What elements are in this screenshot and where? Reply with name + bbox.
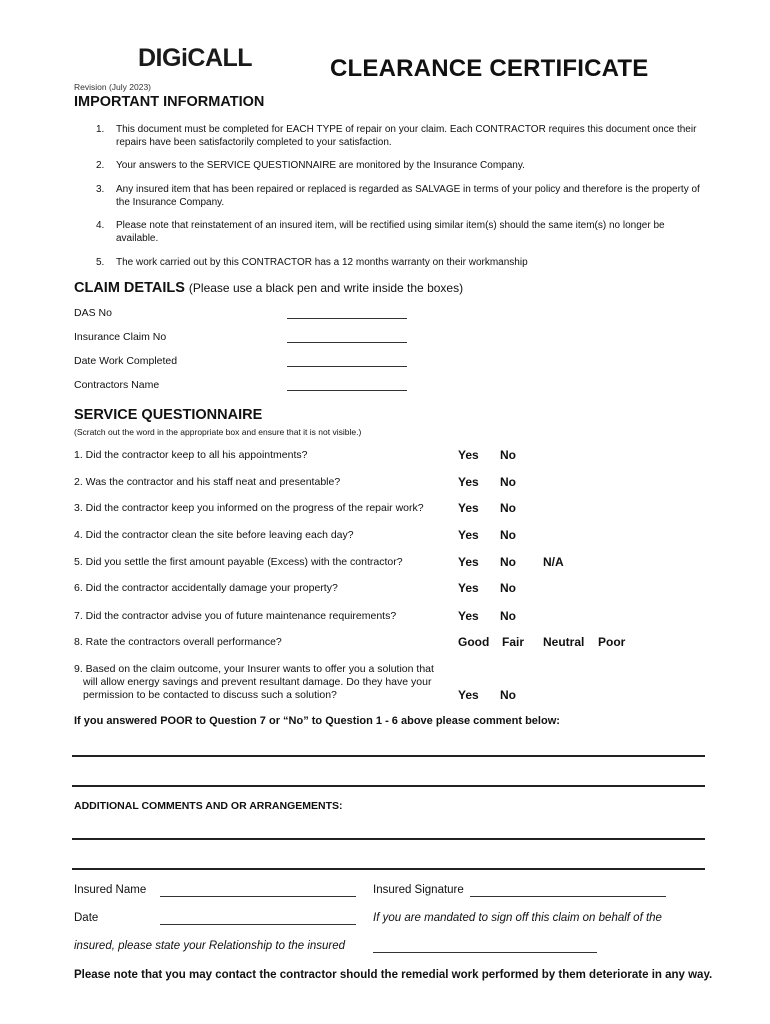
info-item-number: 3. <box>96 184 105 195</box>
info-item-number: 1. <box>96 124 105 135</box>
relationship-field[interactable] <box>373 952 597 953</box>
insurance-claim-no-label: Insurance Claim No <box>74 331 167 343</box>
comment-instruction: If you answered POOR to Question 7 or “No” to Question 1 - 6 above please comment below: <box>74 715 560 727</box>
additional-comment-line[interactable] <box>72 838 705 840</box>
question-9-line: permission to be contacted to discuss such a solution? <box>83 689 337 701</box>
service-questionnaire-heading: SERVICE QUESTIONNAIRE <box>74 407 263 423</box>
das-no-field[interactable] <box>287 318 407 319</box>
insurance-claim-no-field[interactable] <box>287 342 407 343</box>
question-9-line: 9. Based on the claim outcome, your Insurer wants to offer you a solution that <box>74 663 434 675</box>
info-item-number: 4. <box>96 220 105 231</box>
service-questionnaire-note: (Scratch out the word in the appropriate box and ensure that it is not visible.) <box>74 427 362 437</box>
date-work-completed-label: Date Work Completed <box>74 355 178 367</box>
q5-yes-option[interactable]: Yes <box>458 555 479 569</box>
additional-comments-heading: ADDITIONAL COMMENTS AND OR ARRANGEMENTS: <box>74 800 343 812</box>
info-item-text: Your answers to the SERVICE QUESTIONNAIRE are monitored by the Insurance Company. <box>116 160 525 171</box>
question-8: 8. Rate the contractors overall performance? <box>74 636 282 648</box>
info-item-number: 2. <box>96 160 105 171</box>
date-work-completed-field[interactable] <box>287 366 407 367</box>
question-9-line: will allow energy savings and prevent resultant damage. Do they have your <box>83 676 432 688</box>
q4-no-option[interactable]: No <box>500 528 516 542</box>
question-5: 5. Did you settle the first amount payable (Excess) with the contractor? <box>74 556 403 568</box>
insured-signature-label: Insured Signature <box>373 884 464 896</box>
question-9 <box>74 663 454 702</box>
digicall-logo: DIGiCALL <box>138 44 253 72</box>
q1-yes-option[interactable]: Yes <box>458 448 479 462</box>
q5-na-option[interactable]: N/A <box>543 555 564 569</box>
q2-yes-option[interactable]: Yes <box>458 475 479 489</box>
info-item-text: This document must be completed for EACH TYPE of repair on your claim. Each CONTRACTOR requires this document once their repairs have been satisfactorily completed to your satisfaction. <box>116 124 697 148</box>
page-title: CLEARANCE CERTIFICATE <box>330 55 649 82</box>
comment-line[interactable] <box>72 785 705 787</box>
insured-signature-field[interactable] <box>470 896 666 897</box>
question-2: 2. Was the contractor and his staff neat and presentable? <box>74 476 341 488</box>
important-info-heading: IMPORTANT INFORMATION <box>74 94 265 110</box>
info-item-text: The work carried out by this CONTRACTOR has a 12 months warranty on their workmanship <box>116 257 528 268</box>
q8-poor-option[interactable]: Poor <box>598 635 626 649</box>
question-7: 7. Did the contractor advise you of future maintenance requirements? <box>74 610 397 622</box>
footer-note: Please note that you may contact the contractor should the remedial work performed by them deteriorate in any way. <box>74 969 713 981</box>
q3-yes-option[interactable]: Yes <box>458 501 479 515</box>
q7-yes-option[interactable]: Yes <box>458 609 479 623</box>
info-item-number: 5. <box>96 257 105 268</box>
insured-name-label: Insured Name <box>74 884 147 896</box>
question-3: 3. Did the contractor keep you informed on the progress of the repair work? <box>74 502 424 514</box>
q8-good-option[interactable]: Good <box>458 635 490 649</box>
q7-no-option[interactable]: No <box>500 609 516 623</box>
comment-line[interactable] <box>72 755 705 757</box>
claim-details-note: (Please use a black pen and write inside the boxes) <box>188 281 464 295</box>
question-1: 1. Did the contractor keep to all his appointments? <box>74 449 308 461</box>
date-field[interactable] <box>160 924 356 925</box>
q9-yes-option[interactable]: Yes <box>458 688 479 702</box>
q6-yes-option[interactable]: Yes <box>458 581 479 595</box>
q4-yes-option[interactable]: Yes <box>458 528 479 542</box>
contractors-name-label: Contractors Name <box>74 379 160 391</box>
info-item-text: Any insured item that has been repaired or replaced is regarded as SALVAGE in terms of your policy and therefore is the property of the Insurance Company. <box>116 184 700 208</box>
contractors-name-field[interactable] <box>287 390 407 391</box>
question-6: 6. Did the contractor accidentally damage your property? <box>74 582 338 594</box>
info-item-text: Please note that reinstatement of an insured item, will be rectified using similar item(s) should the same item(s) no longer be available. <box>116 220 665 244</box>
q9-no-option[interactable]: No <box>500 688 516 702</box>
claim-details-heading <box>74 280 463 296</box>
relationship-note: insured, please state your Relationship to the insured <box>74 940 346 952</box>
q5-no-option[interactable]: No <box>500 555 516 569</box>
question-4: 4. Did the contractor clean the site before leaving each day? <box>74 529 354 541</box>
claim-details-title: CLAIM DETAILS <box>74 280 185 296</box>
das-no-label: DAS No <box>74 307 112 319</box>
q6-no-option[interactable]: No <box>500 581 516 595</box>
q3-no-option[interactable]: No <box>500 501 516 515</box>
insured-name-field[interactable] <box>160 896 356 897</box>
q1-no-option[interactable]: No <box>500 448 516 462</box>
revision-label: Revision (July 2023) <box>74 82 152 92</box>
q8-fair-option[interactable]: Fair <box>502 635 525 649</box>
additional-comment-line[interactable] <box>72 868 705 870</box>
q2-no-option[interactable]: No <box>500 475 516 489</box>
date-label: Date <box>74 912 99 924</box>
mandate-note: If you are mandated to sign off this claim on behalf of the <box>373 912 662 924</box>
q8-neutral-option[interactable]: Neutral <box>543 635 585 649</box>
